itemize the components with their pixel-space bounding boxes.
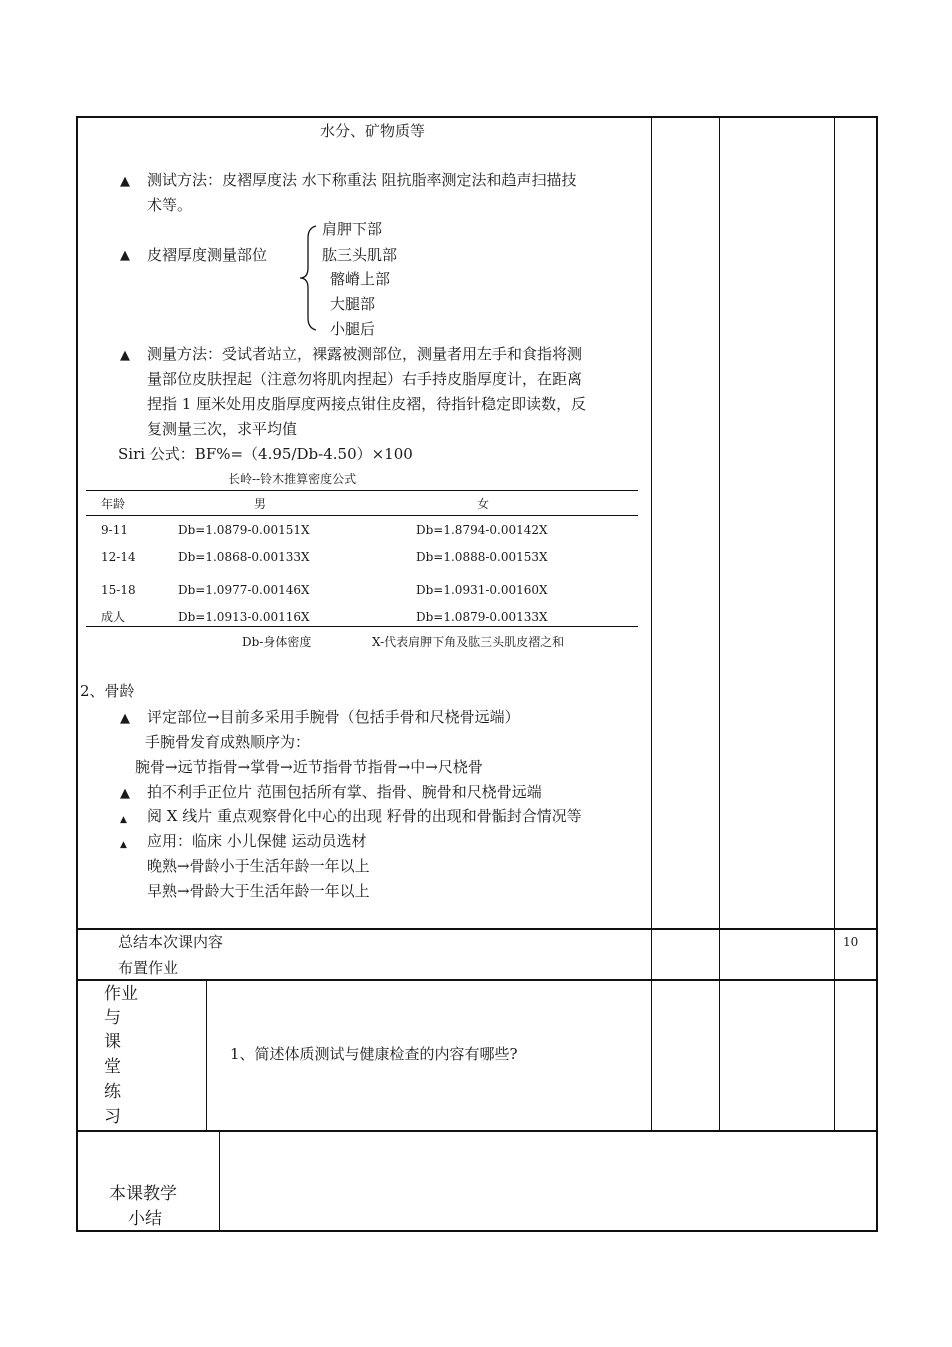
measure-line-4: 复测量三次，求平均值 bbox=[147, 420, 298, 438]
site-item: 大腿部 bbox=[330, 295, 376, 313]
triangle-bullet-icon: ▲ bbox=[120, 840, 127, 850]
homework-label-char: 习 bbox=[104, 1107, 121, 1127]
summary-line-1: 总结本次课内容 bbox=[118, 933, 224, 951]
bone-age-line-1: 评定部位→目前多采用手腕骨（包括手骨和尺桡骨远端） bbox=[147, 708, 520, 726]
conclusion-label-line-2: 小结 bbox=[128, 1209, 162, 1229]
site-item: 肱三头肌部 bbox=[322, 246, 398, 264]
formula-table-header-rule bbox=[86, 515, 638, 516]
note-x: X-代表肩胛下角及肱三头肌皮褶之和 bbox=[372, 635, 565, 649]
conclusion-label-divider bbox=[219, 1131, 220, 1231]
table-border-top bbox=[76, 116, 878, 118]
column-divider-3 bbox=[834, 116, 835, 1131]
column-divider-2 bbox=[719, 116, 720, 1131]
measure-line-1: 测量方法：受试者站立，裸露被测部位，测量者用左手和食指将测 bbox=[147, 345, 583, 363]
siri-formula: Siri 公式：BF%=（4.95/Db-4.50）×100 bbox=[118, 445, 413, 463]
site-item: 肩胛下部 bbox=[322, 220, 383, 238]
homework-question: 1、简述体质测试与健康检查的内容有哪些? bbox=[230, 1045, 518, 1063]
table-border-right bbox=[876, 116, 878, 1232]
table-cell-female: Db=1.8794-0.00142X bbox=[416, 523, 548, 537]
triangle-bullet-icon: ▲ bbox=[120, 348, 130, 363]
formula-table-header-female: 女 bbox=[477, 497, 490, 511]
left-brace-icon bbox=[296, 222, 320, 334]
formula-table-title: 长岭--铃木推算密度公式 bbox=[228, 472, 357, 486]
homework-label-char: 练 bbox=[104, 1082, 121, 1102]
site-item: 髂嵴上部 bbox=[330, 270, 391, 288]
table-cell-age: 12-14 bbox=[101, 550, 136, 564]
row-divider-2 bbox=[76, 979, 878, 981]
bone-age-heading: 2、骨龄 bbox=[80, 682, 135, 700]
triangle-bullet-icon: ▲ bbox=[120, 711, 130, 726]
table-cell-male: Db=1.0868-0.00133X bbox=[178, 550, 310, 564]
row-divider-1 bbox=[76, 928, 878, 930]
skinfold-sites-label: 皮褶厚度测量部位 bbox=[147, 246, 268, 264]
measure-line-3: 捏指 1 厘米处用皮脂厚度两接点钳住皮褶，待指针稳定即读数，反 bbox=[147, 395, 587, 413]
test-method-line-2: 术等。 bbox=[147, 196, 193, 214]
homework-label-char: 作业 bbox=[104, 984, 138, 1004]
bone-age-line-4: 应用：临床 小儿保健 运动员选材 bbox=[147, 832, 367, 850]
table-cell-female: Db=1.0888-0.00153X bbox=[416, 550, 548, 564]
table-cell-age: 9-11 bbox=[101, 523, 128, 537]
table-cell-female: Db=1.0879-0.00133X bbox=[416, 610, 548, 624]
formula-table-bottom-rule bbox=[86, 626, 638, 627]
table-cell-female: Db=1.0931-0.00160X bbox=[416, 583, 548, 597]
triangle-bullet-icon: ▲ bbox=[120, 815, 127, 825]
site-item: 小腿后 bbox=[330, 320, 376, 338]
bone-age-line-4-sub1: 晚熟→骨龄小于生活年龄一年以上 bbox=[147, 857, 370, 875]
homework-label-divider bbox=[206, 980, 207, 1131]
formula-table-top-rule bbox=[86, 490, 638, 491]
bone-age-line-3: 阅 X 线片 重点观察骨化中心的出现 籽骨的出现和骨骺封合情况等 bbox=[147, 807, 582, 825]
table-cell-male: Db=1.0913-0.00116X bbox=[178, 610, 310, 624]
first-line-text: 水分、矿物质等 bbox=[320, 122, 426, 140]
summary-minutes: 10 bbox=[843, 935, 859, 949]
table-cell-age: 15-18 bbox=[101, 583, 136, 597]
measure-line-2: 量部位皮肤捏起（注意勿将肌肉捏起）右手持皮脂厚度计，在距离 bbox=[147, 370, 583, 388]
column-divider-1 bbox=[651, 116, 652, 1131]
homework-label-char: 课 bbox=[104, 1032, 121, 1052]
triangle-bullet-icon: ▲ bbox=[120, 174, 130, 189]
bone-age-line-4-sub2: 早熟→骨龄大于生活年龄一年以上 bbox=[147, 882, 370, 900]
homework-label-char: 与 bbox=[104, 1008, 121, 1028]
table-border-bottom bbox=[76, 1230, 878, 1232]
table-cell-male: Db=1.0879-0.00151X bbox=[178, 523, 310, 537]
triangle-bullet-icon: ▲ bbox=[120, 786, 130, 801]
test-method-line-1: 测试方法：皮褶厚度法 水下称重法 阻抗脂率测定法和趋声扫描技 bbox=[147, 171, 577, 189]
note-db: Db-身体密度 bbox=[242, 635, 312, 649]
table-border-left bbox=[76, 116, 78, 1232]
row-divider-3 bbox=[76, 1130, 878, 1132]
summary-line-2: 布置作业 bbox=[118, 959, 179, 977]
table-cell-age: 成人 bbox=[101, 610, 126, 624]
homework-label-char: 堂 bbox=[104, 1057, 121, 1077]
bone-age-line-2: 拍不利手正位片 范围包括所有掌、指骨、腕骨和尺桡骨远端 bbox=[147, 783, 542, 801]
bone-age-line-1-sub: 手腕骨发育成熟顺序为： bbox=[145, 733, 311, 751]
formula-table-header-age: 年龄 bbox=[101, 497, 126, 511]
conclusion-label-line-1: 本课教学 bbox=[109, 1184, 177, 1204]
triangle-bullet-icon: ▲ bbox=[120, 248, 130, 263]
table-cell-male: Db=1.0977-0.00146X bbox=[178, 583, 310, 597]
bone-age-line-1-sub2: 腕骨→远节指骨→掌骨→近节指骨节指骨→中→尺桡骨 bbox=[135, 758, 483, 776]
formula-table-header-male: 男 bbox=[254, 497, 267, 511]
